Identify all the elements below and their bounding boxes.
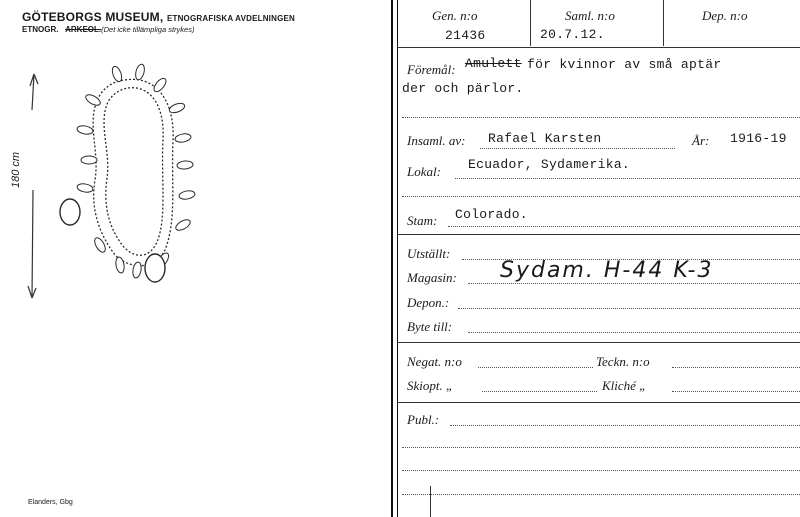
section-rule-2 [398,342,800,343]
category-etnogr: ETNOGR. [22,25,59,34]
depon-dots [458,308,800,309]
stam-value: Colorado. [455,207,528,222]
foremal-label: Föremål: [407,62,456,77]
publ-margin-mark [430,486,431,517]
negat-dots [478,367,593,368]
kliche-label: Kliché „ [602,378,647,393]
lokal-label: Lokal: [407,164,441,179]
skiopt-label: Skiopt. „ [407,378,454,393]
foremal-line-3 [402,117,800,118]
lokal-dots [455,178,800,179]
museum-title [22,10,295,24]
card-divider-2 [397,0,398,517]
museum-name: GÖTEBORGS MUSEUM, [22,10,164,24]
measurement-label: 180 cm [10,151,22,188]
publ-line-2 [402,447,800,448]
ar-label: År: [692,133,710,148]
stam-label: Stam: [407,213,438,228]
header-col-sep-2 [663,0,664,46]
foremal-line2: der och pärlor. [402,81,524,96]
skiopt-dots [482,391,597,392]
saml-no-header: Saml. n:o [565,8,615,23]
ar-value: 1916-19 [730,131,787,146]
publ-label: Publ.: [407,412,440,427]
publ-line-4 [402,494,800,495]
gen-no-value: 21436 [445,28,486,43]
utstallt-label: Utställt: [407,246,451,261]
stam-dots [448,226,800,227]
header-bottom-rule [398,47,800,48]
publ-dots [450,425,800,426]
category-arkeol-struck: ARKEOL. [65,25,102,34]
depon-label: Depon.: [407,295,450,310]
insaml-dots [480,148,675,149]
foremal-line1: för kvinnor av små aptär [527,57,722,72]
card-divider [391,0,393,517]
saml-no-value: 20.7.12. [540,27,605,42]
header-col-sep-1 [530,0,531,46]
byte-till-dots [468,332,800,333]
magasin-dots [468,283,800,284]
lokal-value: Ecuador, Sydamerika. [468,157,631,172]
foremal-struck: Amulett [465,56,522,71]
printer-imprint: Elanders, Gbg [28,499,73,506]
publ-line-3 [402,470,800,471]
teckn-label: Teckn. n:o [596,354,650,369]
category-line [22,25,194,34]
byte-till-label: Byte till: [407,319,453,334]
amulet-necklace-drawing [45,60,205,290]
department-name: ETNOGRAFISKA AVDELNINGEN [166,14,296,23]
kliche-dots [672,391,800,392]
lokal-line-2 [402,196,800,197]
category-note: (Det icke tillämpliga strykes) [101,25,195,34]
section-rule-3 [398,402,800,403]
insaml-value: Rafael Karsten [488,131,602,146]
teckn-dots [672,367,800,368]
magasin-value: Sydam. H-44 K-3 [500,258,714,283]
insaml-label: Insaml. av: [407,133,466,148]
dep-no-header: Dep. n:o [702,8,748,23]
magasin-label: Magasin: [407,270,457,285]
gen-no-header: Gen. n:o [432,8,478,23]
negat-label: Negat. n:o [407,354,462,369]
section-rule-1 [398,234,800,235]
